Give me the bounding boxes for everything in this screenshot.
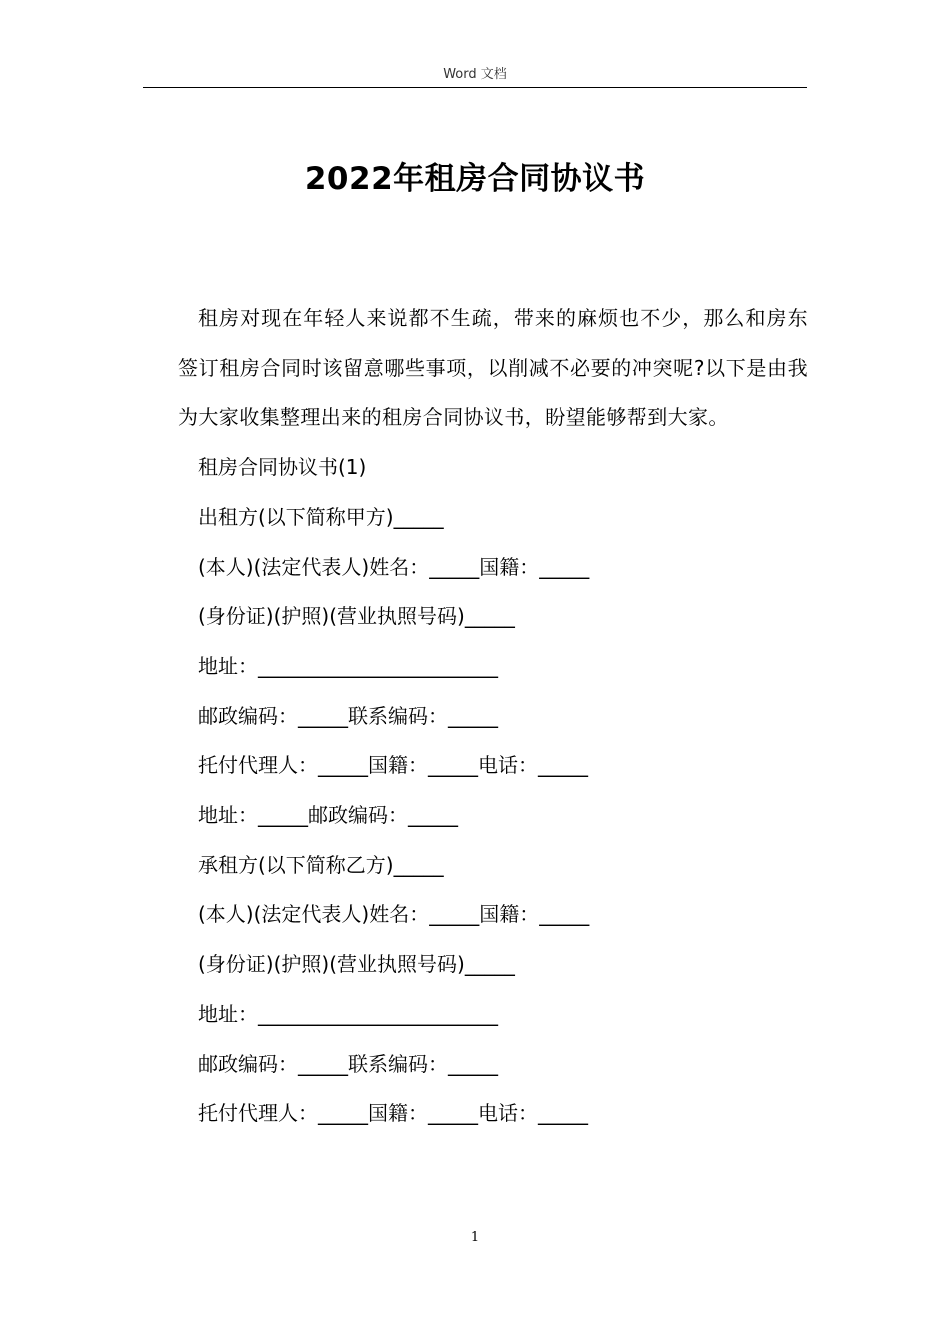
lessee-heading: 承租方(以下简称乙方)_____ [198, 852, 444, 877]
document-body [178, 294, 808, 1139]
lessee-name-line: (本人)(法定代表人)姓名：_____国籍：_____ [198, 902, 590, 927]
lessee-id-line: (身份证)(护照)(营业执照号码)_____ [198, 952, 515, 977]
lessee-address-line: 地址：________________________ [198, 1001, 498, 1026]
lessor-agent-line: 托付代理人：_____国籍：_____电话：_____ [198, 753, 588, 778]
lessor-agent-address-line: 地址：_____邮政编码：_____ [198, 803, 458, 828]
lessor-name-line: (本人)(法定代表人)姓名：_____国籍：_____ [198, 554, 590, 579]
lessee-postcode-line: 邮政编码：_____联系编码：_____ [198, 1051, 498, 1076]
lessor-postcode-line: 邮政编码：_____联系编码：_____ [198, 703, 498, 728]
lessor-heading: 出租方(以下简称甲方)_____ [198, 504, 444, 529]
header-divider [143, 87, 807, 88]
lessee-agent-line: 托付代理人：_____国籍：_____电话：_____ [198, 1101, 588, 1126]
page-number: 1 [470, 1230, 480, 1245]
lessor-address-line: 地址：________________________ [198, 653, 498, 678]
section-heading: 租房合同协议书(1) [198, 455, 367, 480]
lessor-id-line: (身份证)(护照)(营业执照号码)_____ [198, 604, 515, 629]
page-header: Word 文档 [443, 67, 507, 82]
intro-paragraph: 租房对现在年轻人来说都不生疏，带来的麻烦也不少，那么和房东签订租房合同时该留意哪些事项，以削减不必要的冲突呢?以下是由我为大家收集整理出来的租房合同协议书，盼望能够帮到大家。 [178, 306, 808, 430]
document-title: 2022年租房合同协议书 [304, 161, 646, 197]
